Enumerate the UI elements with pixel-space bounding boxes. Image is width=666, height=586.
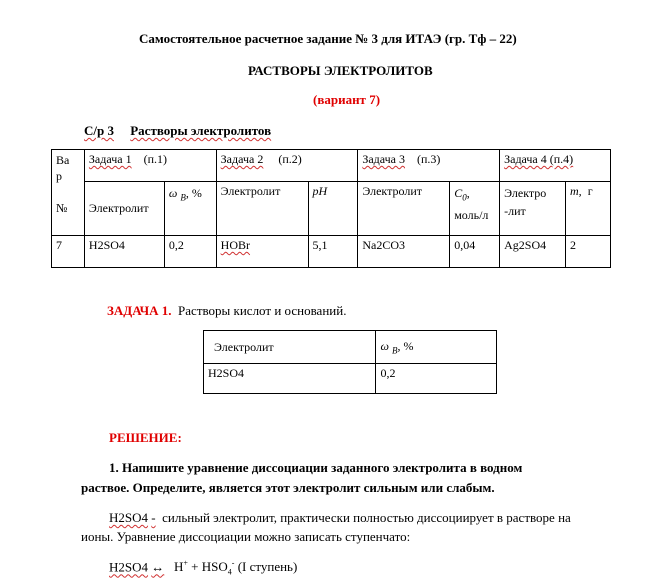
z2-ph-header: pH (308, 182, 358, 236)
para-line2: ионы. Уравнение диссоциации можно записать ступенчато: (81, 529, 411, 544)
task1-label: ЗАДАЧА 1. (107, 303, 172, 318)
z4-electrolyte-header: Электро -лит (500, 182, 566, 236)
section-name: Растворы электролитов (130, 123, 272, 138)
task1-header: Задача 1 (п.1) (84, 150, 216, 182)
task1-table (203, 330, 497, 394)
para-line1 (109, 510, 571, 526)
task1-electrolyte-header: Электролит (204, 331, 376, 364)
z2-electrolyte-header: Электролит (216, 182, 308, 236)
row-variant: 7 (52, 236, 85, 268)
step1-line2: раствое. Определите, является этот электролит сильным или слабым. (81, 480, 495, 495)
z3-electrolyte-header: Электролит (358, 182, 450, 236)
task4-header: Задача 4 (п.4) (500, 150, 611, 182)
z1-electrolyte-header: Электролит (84, 182, 164, 236)
row-z1-omega: 0,2 (164, 236, 216, 268)
section-code: С/р 3 (84, 123, 114, 138)
variant-label: (вариант 7) (313, 92, 381, 107)
step1-line1: 1. Напишите уравнение диссоциации заданного электролита в водном (109, 460, 523, 475)
para-dash: - (151, 510, 156, 525)
task2-header: Задача 2 (п.2) (216, 150, 358, 182)
task1-omega-header: ω $_B$, % (376, 331, 497, 364)
z4-mass-header: m, г (566, 182, 611, 236)
row-z1-electrolyte: H2SO4 (84, 236, 164, 268)
equation-line (109, 559, 297, 577)
para-text1: сильный электролит, практически полностью диссоциирует в растворе на (162, 510, 571, 525)
topic-title: РАСТВОРЫ ЭЛЕКТРОЛИТОВ (248, 63, 433, 78)
eq-formula: H2SO4 (109, 559, 149, 575)
para-formula: H2SO4 (109, 510, 149, 525)
task1-electrolyte-value: H2SO4 (204, 364, 376, 394)
solution-label: РЕШЕНИЕ: (109, 430, 182, 445)
variant-table (51, 149, 611, 268)
eq-arrow: ↔ (151, 559, 165, 575)
eq-rhs: $H^+ + HSO_4^-$ (I ступень) (174, 559, 298, 577)
task1-text: Растворы кислот и оснований. (178, 303, 347, 318)
row-z4-electrolyte: Ag2SO4 (500, 236, 566, 268)
z1-omega-header: ω $_B$, % (164, 182, 216, 236)
task1-omega-value: 0,2 (376, 364, 497, 394)
row-z4-mass: 2 (566, 236, 611, 268)
section-heading (84, 123, 271, 139)
task1-line (107, 303, 346, 319)
task3-header: Задача 3 (п.3) (358, 150, 500, 182)
row-z2-ph: 5,1 (308, 236, 358, 268)
variant-col-header: Ва р № (52, 150, 85, 236)
row-z3-c0: 0,04 (450, 236, 500, 268)
document-title: Самостоятельное расчетное задание № 3 для ИТАЭ (гр. Тф – 22) (139, 31, 517, 46)
row-z3-electrolyte: Na2CO3 (358, 236, 450, 268)
z3-c0-header: $С_0$, моль/л (450, 182, 500, 236)
row-z2-electrolyte: HOBr (216, 236, 308, 268)
